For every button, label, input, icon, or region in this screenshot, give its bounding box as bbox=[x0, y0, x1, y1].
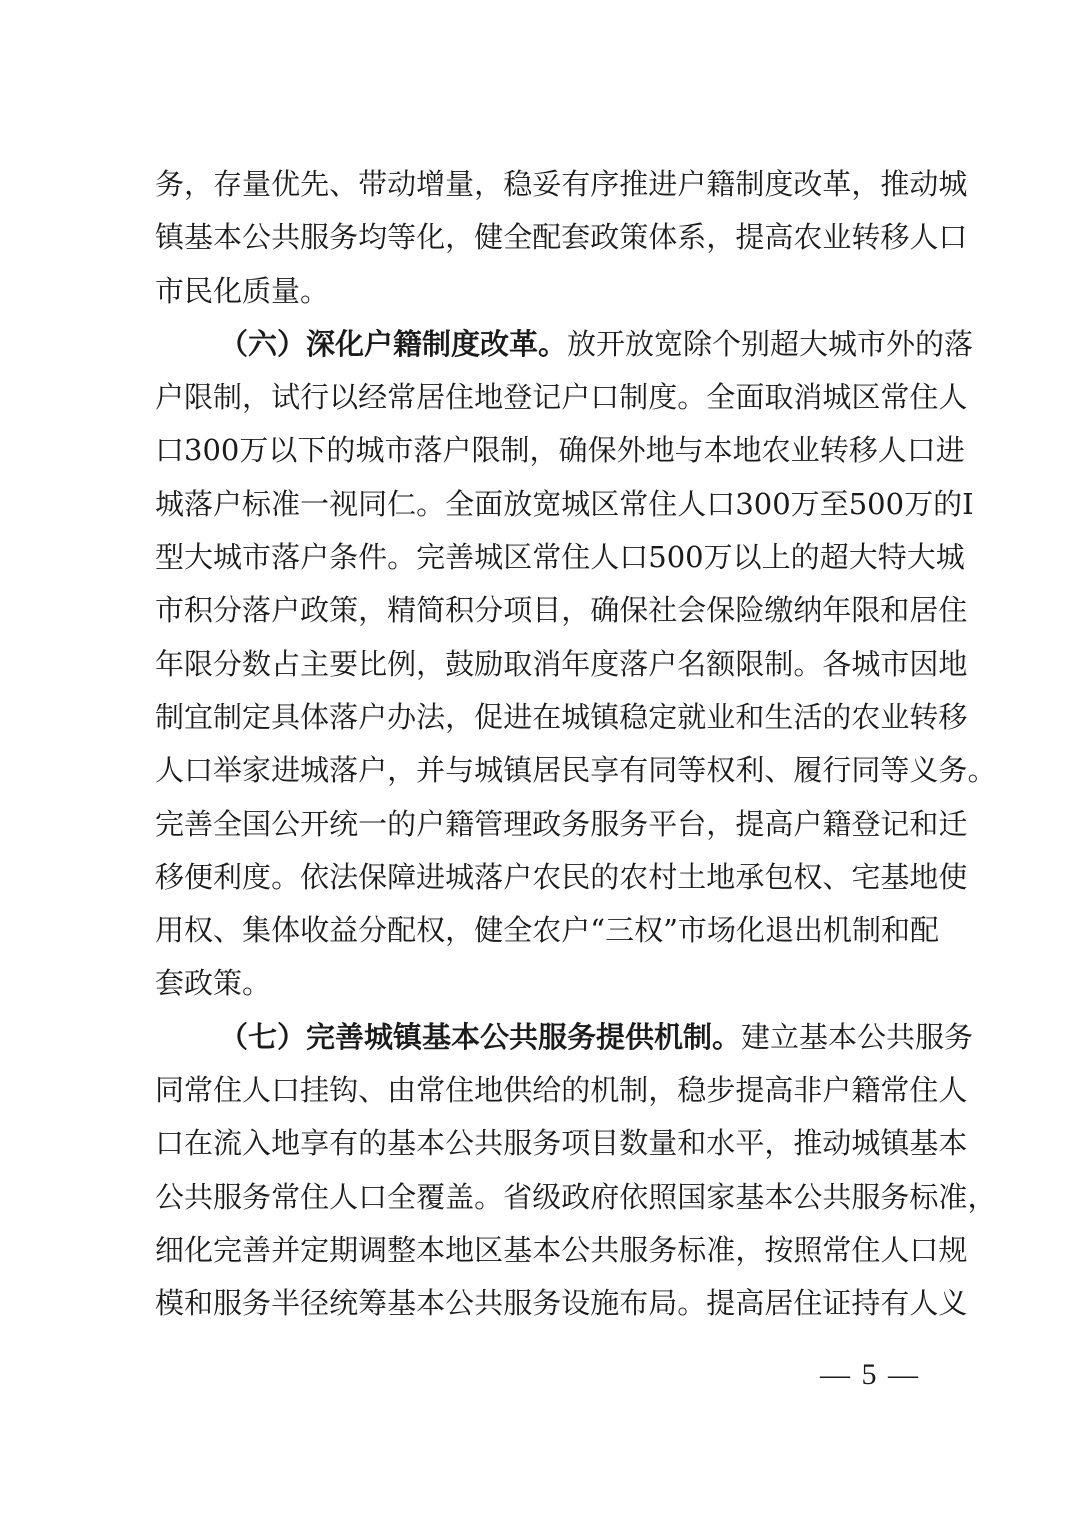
text-line: 市民化质量。 bbox=[155, 273, 330, 308]
text-line: 年 限 分 数 占 主 要 比 例 ， 鼓 励 取 消 年 度 落 户 名 额 限 制 。 各 城 市 因 地 bbox=[155, 646, 968, 681]
text-line: 完 善 全 国 公 开 统 一 的 户 籍 管 理 政 务 服 务 平 台 ， 提 高 户 籍 登 记 和 迁 bbox=[155, 806, 968, 841]
section-heading-seven: （七）完善城镇基本公共服务提供机制。 bbox=[219, 1019, 742, 1054]
page-number: — 5 — bbox=[820, 1358, 920, 1391]
text-line: 镇 基 本 公 共 服 务 均 等 化 ， 健 全 配 套 政 策 体 系 ， 提 高 农 业 转 移 人 口 bbox=[155, 220, 968, 255]
text-line: 套政策。 bbox=[155, 966, 272, 1001]
text-line: 同 常 住 人 口 挂 钩 、 由 常 住 地 供 给 的 机 制 ， 稳 步 提 高 非 户 籍 常 住 人 bbox=[155, 1073, 968, 1108]
text-line: 户 限 制 ， 试 行 以 经 常 居 住 地 登 记 户 口 制 度 。 全 面 取 消 城 区 常 住 人 bbox=[155, 380, 968, 415]
text-line: 公 共 服 务 常 住 人 口 全 覆 盖 。 省 级 政 府 依 照 国 家 基 本 公 共 服 务 标 准 ， bbox=[155, 1179, 997, 1214]
text-line: 城 落 户 标 准 一 视 同 仁 。 全 面 放 宽 城 区 常 住 人 口 300 万 至 500 万 的 I bbox=[155, 486, 974, 521]
text-line: 务 ， 存 量 优 先 、 带 动 增 量 ， 稳 妥 有 序 推 进 户 籍 制 度 改 革 ， 推 动 城 bbox=[155, 167, 968, 201]
text-run: 放开放宽除个别超大城市外的落 bbox=[567, 326, 974, 361]
paragraph-first-line bbox=[155, 318, 974, 371]
text-line: 口 在 流 入 地 享 有 的 基 本 公 共 服 务 项 目 数 量 和 水 平 ， 推 动 城 镇 基 本 bbox=[155, 1126, 968, 1161]
text-line: 用 权 、 集 体 收 益 分 配 权 ， 健 全 农 户 “ 三 权 ” 市 场 化 退 出 机 制 和 配 bbox=[155, 913, 940, 948]
text-line: 口 300 万 以 下 的 城 市 落 户 限 制 ， 确 保 外 地 与 本 地 农 业 转 移 人 口 进 bbox=[155, 433, 965, 468]
text-line: 市 积 分 落 户 政 策 ， 精 简 积 分 项 目 ， 确 保 社 会 保 险 缴 纳 年 限 和 居 住 bbox=[155, 593, 968, 628]
text-run: 建立基本公共服务 bbox=[741, 1019, 974, 1054]
text-line: 移 便 利 度 。 依 法 保 障 进 城 落 户 农 民 的 农 村 土 地 承 包 权 、 宅 基 地 使 bbox=[155, 859, 968, 894]
section-heading-six: （六）深化户籍制度改革。 bbox=[219, 326, 568, 361]
paragraph-first-line bbox=[155, 1011, 974, 1064]
text-line: 制 宜 制 定 具 体 落 户 办 法 ， 促 进 在 城 镇 稳 定 就 业 和 生 活 的 农 业 转 移 bbox=[155, 699, 968, 734]
document-body bbox=[155, 158, 997, 1331]
text-line: 细 化 完 善 并 定 期 调 整 本 地 区 基 本 公 共 服 务 标 准 ， 按 照 常 住 人 口 规 bbox=[155, 1232, 968, 1267]
text-line: 模 和 服 务 半 径 统 筹 基 本 公 共 服 务 设 施 布 局 。 提 高 居 住 证 持 有 人 义 bbox=[155, 1286, 968, 1321]
text-line: 人 口 举 家 进 城 落 户 ， 并 与 城 镇 居 民 享 有 同 等 权 利 、 履 行 同 等 义 务 。 bbox=[155, 753, 997, 788]
text-line: 型 大 城 市 落 户 条 件 。 完 善 城 区 常 住 人 口 500 万 以 上 的 超 大 特 大 城 bbox=[155, 540, 965, 575]
